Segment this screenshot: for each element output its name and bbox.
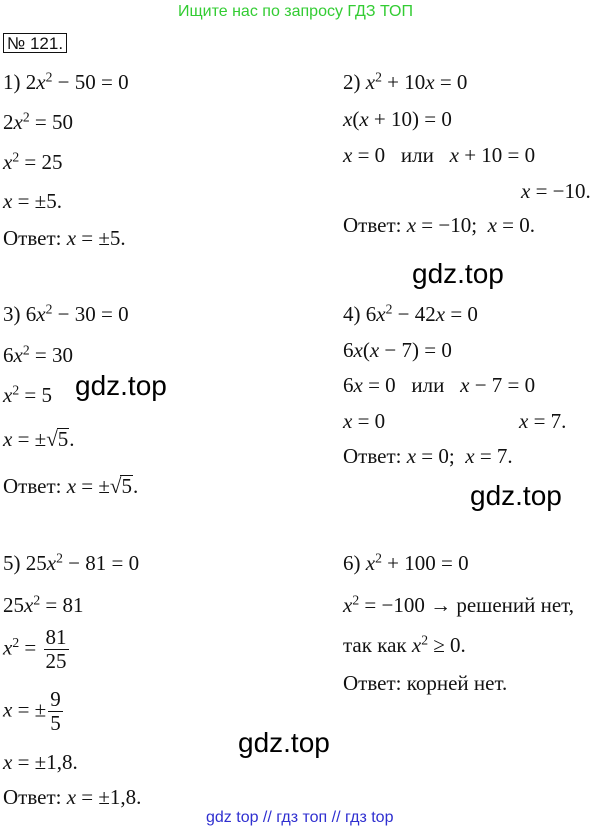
watermark: gdz.top (412, 258, 504, 289)
p1-step-2: $x^2 = 25$ (3, 149, 63, 174)
p5-step-4: x = ±1,8. (3, 750, 78, 774)
p4-step-3b: x = 7. (519, 409, 567, 433)
p2-step-1: x(x + 10) = 0 (343, 107, 452, 131)
p6-step-2: так как $x^2 \ge 0$. (343, 632, 466, 657)
p4-step-3a: x = 0 (343, 409, 386, 433)
watermark: gdz.top (75, 370, 167, 401)
watermark: gdz.top (238, 727, 330, 758)
p5-step-1: $25x^2 = 81$ (3, 592, 84, 617)
p4-equation: 4) $6x^2 - 42x = 0$ (343, 301, 478, 326)
p6-equation: 6) $x^2 + 100 = 0$ (343, 550, 469, 575)
p5-equation: 5) $25x^2 - 81 = 0$ (3, 550, 140, 575)
p5-step-3: x = ± $\frac{9}{5}$ (3, 687, 61, 735)
p4-answer: Ответ: x = 0; x = 7. (343, 444, 513, 468)
header-link[interactable]: Ищите нас по запросу ГДЗ ТОП (178, 3, 413, 20)
p2-step-3: x = −10. (521, 179, 591, 203)
p1-step-3: x = ±5. (3, 189, 62, 213)
p1-answer: Ответ: x = ±5. (3, 226, 126, 250)
p1-equation: 1) $2x^2 - 50 = 0$ (3, 69, 129, 94)
p1-step-1: $2x^2 = 50$ (3, 109, 73, 134)
footer-links[interactable]: gdz top // гдз топ // гдз top (206, 809, 394, 826)
p6-answer: Ответ: корней нет. (343, 671, 508, 695)
watermark: gdz.top (470, 480, 562, 511)
p4-step-1: 6x(x − 7) = 0 (343, 338, 452, 362)
p3-step-1: $6x^2 = 30$ (3, 342, 73, 367)
p2-answer: Ответ: x = −10; x = 0. (343, 213, 535, 237)
p2-equation: 2) $x^2 + 10x = 0$ (343, 69, 468, 94)
p5-answer: Ответ: x = ±1,8. (3, 785, 142, 809)
p3-step-3: x = ±√5. (3, 427, 75, 451)
p3-step-2: $x^2 = 5$ (3, 382, 52, 407)
p6-step-1: $x^2 = -100$ → решений нет, (343, 592, 575, 617)
exercise-number-badge: № 121. (3, 33, 67, 53)
p2-step-2: x = 0 или x + 10 = 0 (343, 143, 536, 167)
p4-step-2: 6x = 0 или x − 7 = 0 (343, 373, 536, 397)
p3-answer: Ответ: x = ±√5. (3, 474, 139, 498)
p3-equation: 3) $6x^2 - 30 = 0$ (3, 301, 129, 326)
p5-step-2: $x^2$ = $\frac{81}{25}$ (3, 625, 67, 673)
